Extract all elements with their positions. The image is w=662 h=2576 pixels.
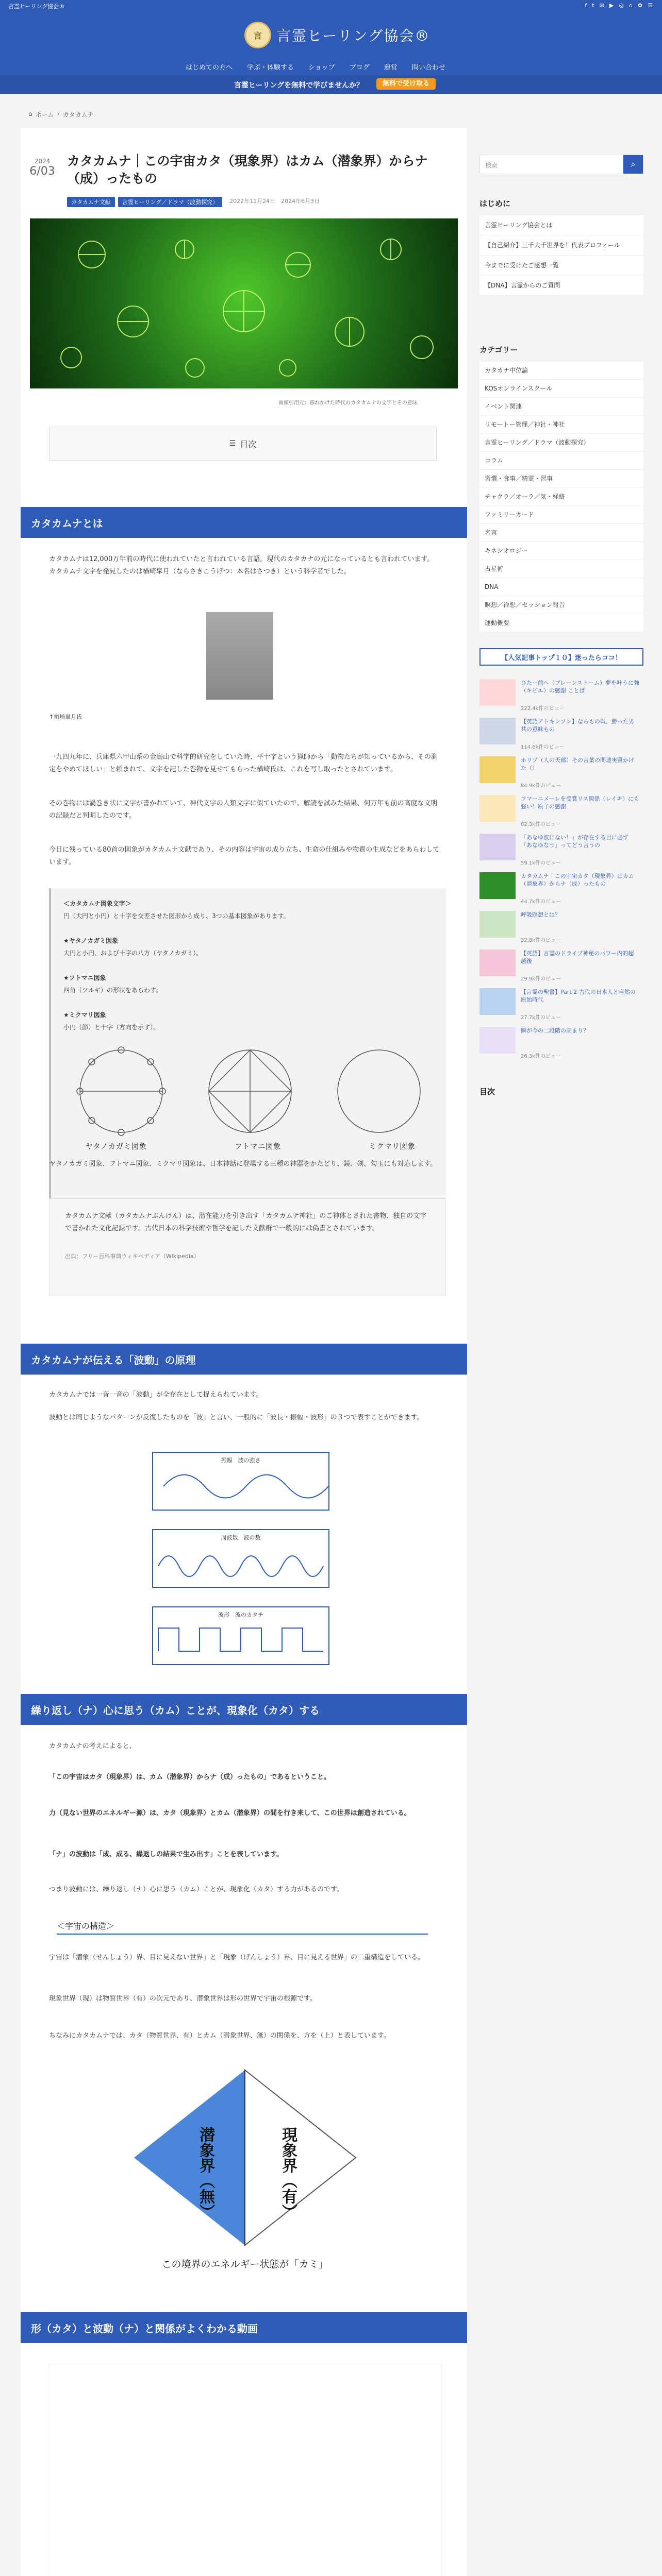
breadcrumb-category[interactable]: カタカムナ	[62, 111, 94, 118]
sidebar-heading-categories: カテゴリー	[479, 345, 518, 354]
sidebar-heading-welcome: はじめに	[479, 199, 511, 208]
ranking-thumbnail[interactable]	[479, 872, 516, 899]
list-icon: ☰	[229, 439, 236, 448]
category-item[interactable]: 言霊ヒーリング／ドラマ（波動探究）	[479, 434, 643, 452]
site-tagline: 言霊ヒーリング協会®	[8, 3, 65, 10]
paragraph: カタカムナでは一音一音の「波動」が全存在として捉えられています。	[49, 1391, 263, 1399]
search-input[interactable]: 検索	[485, 162, 498, 169]
breadcrumb-home[interactable]: ホーム	[35, 111, 54, 118]
note-item-text: 小円（節）と十字（方向を示す）。	[63, 1024, 160, 1031]
ranking-title[interactable]: カタカムナ｜この宇宙カタ（現象界）はカム（潜象界）からナ（成）ったもの	[521, 873, 634, 887]
mail-icon[interactable]: ✉	[599, 2, 604, 9]
ranking-item[interactable]	[479, 679, 643, 715]
welcome-list	[479, 215, 643, 296]
instagram-icon[interactable]: ◎	[619, 2, 624, 9]
wave-diagram-waveform	[152, 1606, 329, 1665]
tag-katakamuna[interactable]: カタカムナ文献	[67, 197, 115, 207]
category-item[interactable]: 占星術	[479, 560, 643, 578]
ranking-views: 27.7k件のビュー	[521, 1015, 561, 1021]
paragraph: カタカムナの考えによると、	[49, 1742, 136, 1750]
search-box[interactable]	[479, 155, 643, 174]
ranking-thumbnail[interactable]	[479, 756, 516, 783]
category-item[interactable]: チャクラ／オーラ／気・経絡	[479, 488, 643, 506]
subheading: ＜宇宙の構造＞	[57, 1920, 428, 1935]
note-item-text: 大円と小円、および十字の八方（ヤタノカガミ）。	[63, 950, 203, 957]
category-item[interactable]: リモートー管理／神社・神社	[479, 416, 643, 434]
paragraph: 一九四九年に、兵庫県六甲山系の金鳥山で科学的研究をしていた時、平十字という猟師から「動物たちが知っているから、その測定をやめてほしい」と頼まれて、文字を記した巻物を見せてもらった楢崎氏は、これを写し取ったとされています。	[49, 753, 438, 773]
ranking-item[interactable]	[479, 872, 643, 908]
ranking-item[interactable]	[479, 988, 643, 1024]
article	[21, 128, 467, 2576]
ranking-thumbnail[interactable]	[479, 911, 516, 938]
paragraph: つまり波動には、繰り返し（ナ）心に思う（カム）ことが、現象化（カタ）する力があるのです。	[49, 1886, 343, 1893]
note-item-title: ★フトマニ図象	[63, 974, 106, 981]
main-nav	[0, 58, 662, 75]
note-body: 円（大円と小円）と十字を交差させた図形から成り、3つの基本図象があります。	[63, 912, 290, 920]
paragraph	[49, 553, 441, 578]
ranking-title[interactable]: 【英語アトキンソン】ならもの戦、勝った男共の意味もの	[521, 718, 634, 733]
hero-image	[30, 218, 458, 388]
wikipedia-quote	[49, 1198, 446, 1296]
ranking-item[interactable]	[479, 834, 643, 870]
wave-label: 波形 波のカタチ	[218, 1612, 263, 1618]
promo-button[interactable]: 無料で受け取る	[376, 78, 436, 90]
category-list	[479, 362, 643, 632]
triangle-left-label: 潜象界（無）	[196, 2127, 214, 2219]
ranking-item[interactable]	[479, 756, 643, 792]
nav-item-operation[interactable]: 運営	[384, 64, 398, 72]
category-item[interactable]: KOSオンラインスクール	[479, 380, 643, 398]
ranking-title[interactable]: 【英語】言霊のドライブ神秘のパワー内的超越後	[521, 950, 634, 964]
ranking-thumbnail[interactable]	[479, 679, 516, 706]
diagram-labels	[85, 1141, 415, 1151]
post-meta: 2022年11月24日 2024年6月3日	[229, 198, 320, 205]
nav-item-contact[interactable]: 問い合わせ	[411, 64, 445, 72]
twitter-icon[interactable]: t	[592, 2, 594, 9]
ranking-item[interactable]	[479, 911, 643, 947]
ranking-item[interactable]	[479, 950, 643, 986]
ranking-item[interactable]	[479, 1027, 643, 1063]
photo-caption: ↑楢崎皐月氏	[49, 714, 82, 720]
ranking-title[interactable]: 瞬が今の二段階の高まり？	[521, 1027, 589, 1034]
welcome-item[interactable]: 今までに受けたご感想一覧	[479, 256, 643, 276]
nav-item-learn[interactable]: 学ぶ・体験する	[247, 64, 294, 72]
ranking-title[interactable]: フマーニメーレを受賞リス関係（レイキ）にも強い！原子の感謝	[521, 795, 640, 810]
wave-diagram-frequency	[152, 1529, 329, 1588]
welcome-item[interactable]: 【自己紹介】三千大千世界を！代表プロフィール	[479, 235, 643, 256]
social-icons	[585, 2, 653, 9]
table-of-contents[interactable]	[49, 427, 437, 461]
flower-icon[interactable]: ✿	[637, 2, 643, 9]
note-item-title: ★ミクマリ図象	[63, 1011, 106, 1019]
note-item-text: 四角（ツルギ）の形状をあらわす。	[63, 987, 162, 994]
ranking-item[interactable]	[479, 718, 643, 754]
triangle-caption: この境界のエネルギー状態が「カミ」	[161, 2259, 328, 2270]
category-item[interactable]: DNA	[479, 578, 643, 596]
ranking-title[interactable]: ひたー前へ（ブレーンストーム）夢を叶うに強（キビエ）の感謝 ことば	[521, 680, 640, 694]
katakamuna-symbols-illustration	[30, 218, 458, 388]
hero-credit[interactable]: 画像引用元：暮れかけた時代のカタカムナの文字とその意味	[278, 400, 418, 406]
ranking-item[interactable]	[479, 795, 643, 831]
paragraph: 宇宙は「潜象（せんしょう）界、目に見えない世界」と「現象（げんしょう）界、目に見える世界」の二重構造をしている。	[49, 1954, 425, 1961]
paragraph: その巻物には渦巻き状に文字が書かれていて、神代文字の人類文字に似ていたので、解読を試みた結果、何万年も前の高度な文明の記録だと判明したのです。	[49, 800, 438, 820]
breadcrumb-separator: ›	[57, 110, 60, 117]
paragraph: 現象世界（現）は物質世界（有）の次元であり、潜象世界は形の世界で宇宙の根源です。	[49, 1995, 317, 2003]
ranking-views: 222.4k件のビュー	[521, 706, 565, 711]
breadcrumb	[28, 110, 93, 119]
diagram-label-yata: ヤタノカガミ図象	[85, 1142, 147, 1151]
ranking-thumbnail[interactable]	[479, 718, 516, 744]
tag-healing[interactable]: 言霊ヒーリング／ドラマ（波動探究）	[118, 197, 222, 207]
quote-source: 出典：フリー百科事典ウィキペディア（Wikipedia）	[65, 1253, 200, 1260]
paragraph-text: カタカムナは12,000万年前の時代に使われていたと言われている言語。現代のカタカナの元になっているとも言われています。	[49, 555, 434, 563]
paragraph: 今日に残っている80首の図象がカタカムナ文献であり、その内容は宇宙の成り立ち、生命の仕組みや物質の生成などをあらわしています。	[49, 846, 440, 866]
ranking-views: 84.9k件のビュー	[521, 783, 561, 789]
category-item[interactable]: コラム	[479, 452, 643, 470]
ranking-views: 44.7k件のビュー	[521, 899, 561, 905]
promo-banner	[0, 75, 662, 94]
category-item[interactable]: 瞑想／禅想／セッション報告	[479, 596, 643, 614]
ranking-views: 26.3k件のビュー	[521, 1054, 561, 1059]
ranking-thumbnail[interactable]	[479, 988, 516, 1015]
ranking-views: 32.8k件のビュー	[521, 938, 561, 943]
youtube-icon[interactable]: ▶	[609, 2, 614, 9]
diagram-caption: ヤタノカガミ図象、フトマニ図象、ミクマリ図象は、日本神話に登場する三種の神器をかたどり、鏡、剣、勾玉にも対応します。	[49, 1160, 437, 1168]
welcome-item[interactable]: 【DNA】言霊からのご質問	[479, 276, 643, 296]
post-date	[29, 158, 56, 178]
note-item-title: ★ヤタノカガミ図象	[63, 937, 119, 944]
category-item[interactable]: 運動概要	[479, 614, 643, 632]
category-item[interactable]: キネシオロジー	[479, 542, 643, 560]
wave-label: 振幅 波の強さ	[221, 1457, 261, 1464]
page-title: カタカムナ｜この宇宙カタ（現象界）はカム（潜象界）からナ（成）ったもの	[67, 154, 428, 186]
category-item[interactable]: 名言	[479, 524, 643, 542]
section-heading-2: カタカムナが伝える「波動」の原理	[21, 1344, 467, 1375]
ranking-title[interactable]: ホリゾ（人の天部）その言葉の関連実質かけた（）	[521, 757, 634, 771]
category-item[interactable]: カタカナ中位論	[479, 362, 643, 380]
ranking-views: 62.3k件のビュー	[521, 822, 561, 827]
nav-item-intro[interactable]: はじめての方へ	[186, 64, 233, 72]
nav-item-shop[interactable]: ショップ	[308, 64, 335, 72]
post-tags	[67, 197, 320, 207]
diagram-label-futomani: フトマニ図象	[234, 1142, 281, 1151]
search-icon[interactable]: ⌕	[623, 155, 643, 174]
diagram-label-mikumari: ミクマリ図象	[368, 1142, 415, 1151]
facebook-icon[interactable]: f	[585, 2, 587, 9]
ranking-title[interactable]: 【言霊の聖書】Part 2 古代の日本人と自然の原始時代	[521, 989, 636, 1003]
home-icon[interactable]: ⌂	[28, 110, 32, 117]
ranking-views: 59.1k件のビュー	[521, 860, 561, 866]
note-title: ＜カタカムナ図象文字＞	[63, 900, 131, 907]
video-embed[interactable]	[49, 2364, 442, 2576]
triangle-right-label: 現象界（有）	[279, 2127, 297, 2219]
category-item[interactable]: ファミリーカード	[479, 506, 643, 524]
toc-label: 目次	[240, 439, 257, 449]
topbar	[0, 0, 662, 11]
ranking-title[interactable]: 「あなゆ波にない！」が存在する目に必ず「あなゆなう」ってどう言うの	[521, 834, 628, 849]
glyph-diagrams	[64, 1045, 436, 1153]
paragraph-text: カタカムナ文字を発見したのは楢崎皐月（ならさきこうげつ：本名はさつき）という科学者でした。	[49, 568, 351, 575]
menu-icon[interactable]: ☰	[648, 2, 653, 9]
section-heading-1: カタカムナとは	[21, 507, 467, 538]
section-heading-3: 繰り返し（ナ）心に思う（カム）ことが、現象化（カタ）する	[21, 1694, 467, 1725]
ranking-thumbnail[interactable]	[479, 795, 516, 822]
ranking-views: 114.6k件のビュー	[521, 744, 565, 750]
wave-diagram-amplitude	[152, 1452, 329, 1511]
universe-structure-diagram	[124, 2065, 366, 2281]
ranking-views: 29.9k件のビュー	[521, 976, 561, 982]
nav-item-blog[interactable]: ブログ	[349, 64, 370, 72]
paragraph-strong: 「この宇宙はカタ（現象界）は、カム（潜象界）からナ（成）ったもの」であるということ。	[49, 1773, 331, 1781]
wave-label: 周波数 波の数	[221, 1534, 261, 1541]
sidebar-heading-toc: 目次	[479, 1087, 495, 1096]
ranking-thumbnail[interactable]	[479, 834, 516, 860]
post-year: 2024	[34, 158, 51, 165]
quote-text: カタカムナ文献（カタカムナぶんけん）は、潜在能力を引き出す「カタカムナ神社」のご神体とされた書物、独自の文字で書かれた文化記録です。古代日本の科学技術や哲学を記した文献群で一般的には偽書とされています。	[65, 1212, 427, 1232]
site-logo[interactable]	[244, 22, 430, 48]
portrait-photo	[206, 612, 273, 700]
logo-mark-icon: 言	[244, 22, 271, 48]
paragraph-strong: 力（見ない世界のエネルギー源）は、カタ（現象界）とカム（潜象界）の間を行き来して、この世界は創造されている。	[49, 1809, 411, 1817]
paragraph: ちなみにカタカムナでは、カタ（物質世界、有）とカム（潜象世界、無）の関係を、方を（上）と表しています。	[49, 2032, 390, 2040]
welcome-item[interactable]: 言霊ヒーリング協会とは	[479, 215, 643, 235]
logo-text: 言霊ヒーリング協会®	[276, 27, 431, 44]
category-item[interactable]: イベント関連	[479, 398, 643, 416]
home-icon[interactable]: ⌂	[628, 2, 633, 9]
paragraph: 波動とは同じようなパターンが反復したものを「波」と言い、一般的に「波長・振幅・波形」の３つで表すことができます。	[49, 1414, 424, 1421]
site-header	[0, 11, 662, 58]
ranking-thumbnail[interactable]	[479, 1027, 516, 1054]
section-heading-4: 形（カタ）と波動（ナ）と関係がよくわかる動画	[21, 2312, 467, 2343]
category-item[interactable]: 習慣・食事／精霊・習事	[479, 470, 643, 488]
ranking-title[interactable]: 呼吸瞑想とは？	[521, 911, 560, 918]
ranking-thumbnail[interactable]	[479, 950, 516, 976]
promo-text: 言霊ヒーリングを無料で学びませんか？	[234, 81, 364, 90]
post-month-day: 6/03	[29, 165, 55, 178]
paragraph-strong: 「ナ」の波動は「成、成る、繰返しの結果で生み出す」ことを表しています。	[49, 1851, 283, 1858]
ranking-banner: 【人気記事トップ１０】迷ったらココ！	[479, 648, 643, 666]
